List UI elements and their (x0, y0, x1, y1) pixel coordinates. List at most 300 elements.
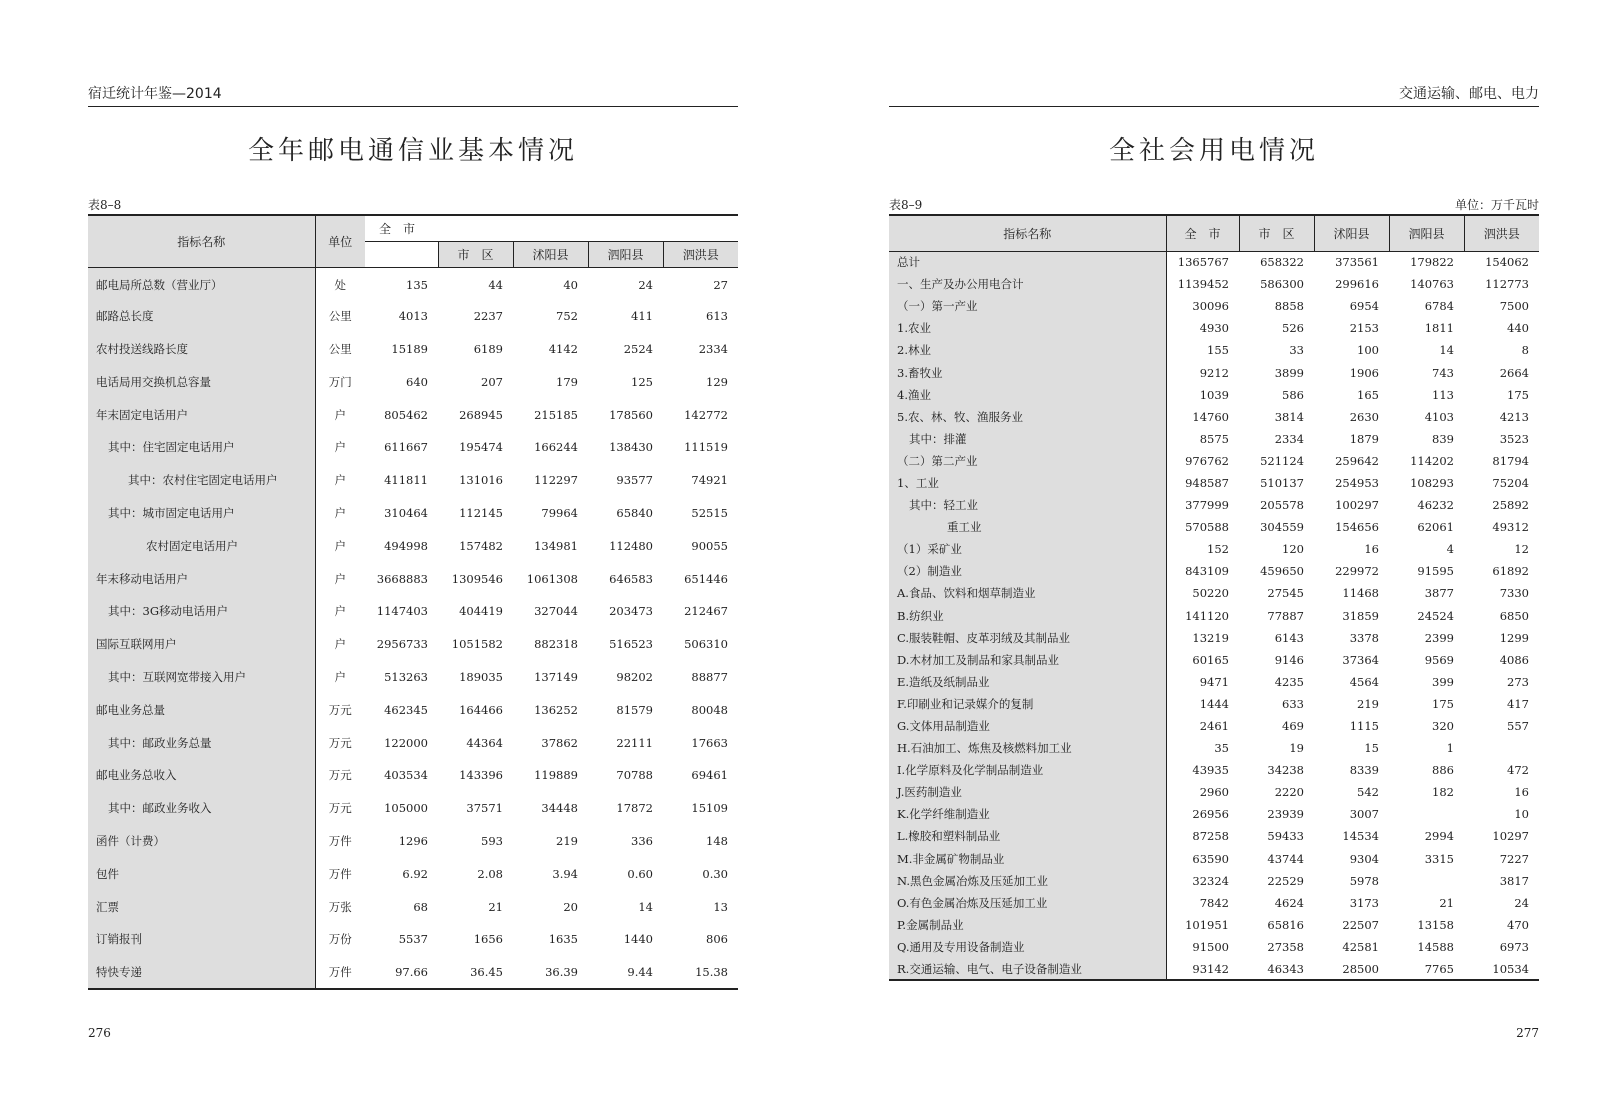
table-row (889, 384, 1539, 406)
header-col: 泗洪县 (1464, 215, 1539, 251)
table-cell: 20 (563, 899, 578, 914)
table-cell: 175 (1507, 387, 1529, 402)
table-cell: 411811 (384, 473, 428, 488)
row-label: （二）第二产业 (889, 450, 1166, 472)
table-cell: 42581 (1342, 939, 1379, 954)
row-unit: 户 (334, 538, 346, 553)
row-label: L.橡胶和塑料制品业 (889, 825, 1166, 847)
running-head: 宿迁统计年鉴—2014 (88, 84, 738, 107)
table-cell: 0.60 (627, 866, 653, 881)
table-cell: 28500 (1342, 961, 1379, 976)
table-cell: 1147403 (376, 604, 428, 619)
row-label: 邮路总长度 (88, 300, 315, 333)
table-cell: 8 (1521, 343, 1529, 358)
table-cell: 1811 (1424, 321, 1454, 336)
row-unit: 户 (334, 571, 346, 586)
table-row (889, 693, 1539, 715)
row-label: 其中：农村住宅固定电话用户 (88, 464, 315, 497)
row-unit: 户 (334, 473, 346, 488)
header-col: 沭阳县 (1314, 215, 1389, 251)
row-unit: 户 (334, 669, 346, 684)
table-cell: 8575 (1199, 431, 1229, 446)
table-body (88, 267, 738, 989)
table-cell: 43744 (1267, 851, 1304, 866)
table-cell: 15189 (391, 341, 428, 356)
table-cell: 49312 (1492, 520, 1529, 535)
table-cell: 3899 (1274, 365, 1304, 380)
table-cell: 43935 (1192, 763, 1229, 778)
table-row (889, 582, 1539, 604)
table-cell: 2237 (473, 309, 503, 324)
table-row (88, 267, 738, 300)
table-cell: 69461 (691, 768, 728, 783)
table-row (88, 661, 738, 694)
row-label: （1）采矿业 (889, 538, 1166, 560)
table-cell: 50220 (1192, 586, 1229, 601)
table-cell: 417 (1507, 696, 1529, 711)
table-cell: 327044 (534, 604, 578, 619)
table-cell: 1906 (1349, 365, 1379, 380)
page-number: 276 (88, 1026, 111, 1040)
table-cell: 5978 (1349, 873, 1379, 888)
row-label: 特快专递 (88, 956, 315, 989)
table-cell: 805462 (384, 407, 428, 422)
table-cell: 2461 (1199, 719, 1229, 734)
table-cell: 6954 (1349, 299, 1379, 314)
table-cell: 212467 (684, 604, 728, 619)
table-cell: 1635 (548, 932, 578, 947)
table-cell: 219 (556, 833, 578, 848)
table-cell: 74921 (691, 473, 728, 488)
table-id: 表8–8 (88, 198, 122, 212)
table-cell: 189035 (459, 669, 503, 684)
row-label: A.食品、饮料和烟草制造业 (889, 582, 1166, 604)
table-cell: 4013 (398, 309, 428, 324)
row-unit: 户 (334, 604, 346, 619)
table-cell: 2.08 (477, 866, 503, 881)
table-cell: 141120 (1185, 608, 1229, 623)
table-cell: 23939 (1267, 807, 1304, 822)
table-row (889, 560, 1539, 582)
row-label: 其中：3G移动电话用户 (88, 595, 315, 628)
table-cell: 100297 (1335, 498, 1379, 513)
table-cell: 404419 (459, 604, 503, 619)
table-cell: 93577 (616, 473, 653, 488)
table-cell: 36.39 (545, 964, 578, 979)
table-cell: 268945 (459, 407, 503, 422)
table-row (88, 333, 738, 366)
table-row (88, 857, 738, 890)
table-cell: 9212 (1199, 365, 1229, 380)
table-cell: 26956 (1192, 807, 1229, 822)
table-cell: 472 (1507, 763, 1529, 778)
table-cell: 2399 (1424, 630, 1454, 645)
table-cell: 46343 (1267, 961, 1304, 976)
row-label: 其中：住宅固定电话用户 (88, 431, 315, 464)
table-cell: 3523 (1499, 431, 1529, 446)
table-cell: 6850 (1499, 608, 1529, 623)
table-cell: 9.44 (627, 964, 653, 979)
table-row (889, 936, 1539, 958)
table-cell: 22529 (1267, 873, 1304, 888)
header-unit: 单位 (315, 215, 365, 267)
table-cell: 155 (1207, 343, 1229, 358)
table-cell: 6973 (1499, 939, 1529, 954)
table-cell: 101951 (1185, 917, 1229, 932)
table-cell: 542 (1357, 785, 1379, 800)
table-cell: 93142 (1192, 961, 1229, 976)
row-label: Q.通用及专用设备制造业 (889, 936, 1166, 958)
table-cell: 87258 (1192, 829, 1229, 844)
table-cell: 44 (488, 278, 503, 293)
table-cell: 35 (1214, 741, 1229, 756)
table-cell: 526 (1282, 321, 1304, 336)
table-cell: 22111 (616, 735, 653, 750)
table-cell: 112773 (1485, 277, 1529, 292)
row-label: 年末固定电话用户 (88, 398, 315, 431)
table-row (889, 870, 1539, 892)
table-row (889, 317, 1539, 339)
table-row (889, 649, 1539, 671)
row-unit: 万件 (328, 964, 352, 979)
row-label: P.金属制品业 (889, 914, 1166, 936)
table-row (889, 450, 1539, 472)
table-cell: 12 (1514, 542, 1529, 557)
table-cell: 207 (481, 374, 503, 389)
table-cell: 13 (713, 899, 728, 914)
row-label: 4.渔业 (889, 384, 1166, 406)
row-unit: 万件 (328, 866, 352, 881)
table-row (889, 273, 1539, 295)
page-title: 全年邮电通信业基本情况 (247, 136, 578, 166)
row-label: 其中：互联网宽带接入用户 (88, 661, 315, 694)
table-cell: 65840 (616, 505, 653, 520)
table-cell: 11468 (1342, 586, 1379, 601)
row-label: 国际互联网用户 (88, 628, 315, 661)
row-label: 总计 (889, 251, 1166, 273)
table-cell: 633 (1282, 696, 1304, 711)
table-cell: 557 (1507, 719, 1529, 734)
table-cell: 843109 (1185, 564, 1229, 579)
table-cell: 77887 (1267, 608, 1304, 623)
table-cell: 4 (1446, 542, 1454, 557)
table-row (88, 431, 738, 464)
table-cell: 14 (1439, 343, 1454, 358)
page-number: 277 (1516, 1026, 1539, 1040)
table-row (88, 562, 738, 595)
table-cell: 114202 (1410, 453, 1454, 468)
table-cell: 137149 (534, 669, 578, 684)
table-cell: 651446 (684, 571, 728, 586)
table-cell: 31859 (1342, 608, 1379, 623)
table-cell: 21 (488, 899, 503, 914)
table-cell: 27545 (1267, 586, 1304, 601)
table-cell: 320 (1432, 719, 1454, 734)
table-cell: 229972 (1335, 564, 1379, 579)
table-cell: 30096 (1192, 299, 1229, 314)
table-cell: 3173 (1349, 895, 1379, 910)
table-cell: 1296 (398, 833, 428, 848)
table-cell: 976762 (1185, 453, 1229, 468)
table-row (889, 803, 1539, 825)
table-cell: 299616 (1335, 277, 1379, 292)
table-row (889, 914, 1539, 936)
table-cell: 2334 (1274, 431, 1304, 446)
table-8-9 (889, 214, 1539, 981)
table-cell: 61892 (1492, 564, 1529, 579)
table-cell: 462345 (384, 702, 428, 717)
table-row (889, 406, 1539, 428)
table-cell: 613 (706, 309, 728, 324)
table-cell: 164466 (459, 702, 503, 717)
header-col: 市 区 (438, 241, 513, 267)
table-cell: 125 (631, 374, 653, 389)
row-label: N.黑色金属冶炼及压延加工业 (889, 870, 1166, 892)
row-unit: 户 (334, 637, 346, 652)
table-cell: 570588 (1185, 520, 1229, 535)
table-cell: 91595 (1417, 564, 1454, 579)
row-label: （2）制造业 (889, 560, 1166, 582)
row-label: D.木材加工及制品和家具制品业 (889, 649, 1166, 671)
table-cell: 1051582 (451, 637, 503, 652)
table-row (889, 848, 1539, 870)
table-row (88, 726, 738, 759)
table-cell: 743 (1432, 365, 1454, 380)
row-unit: 户 (334, 440, 346, 455)
table-cell: 1061308 (526, 571, 578, 586)
row-unit: 户 (334, 407, 346, 422)
table-cell: 37571 (466, 801, 503, 816)
row-label: I.化学原料及化学制品制造业 (889, 759, 1166, 781)
row-label: H.石油加工、炼焦及核燃料加工业 (889, 737, 1166, 759)
table-cell: 9146 (1274, 652, 1304, 667)
row-label: K.化学纤维制造业 (889, 803, 1166, 825)
header-col: 沭阳县 (513, 241, 588, 267)
table-cell: 90055 (691, 538, 728, 553)
row-label: 电话局用交换机总容量 (88, 365, 315, 398)
table-cell: 510137 (1260, 475, 1304, 490)
table-cell: 120 (1282, 542, 1304, 557)
table-cell: 37862 (541, 735, 578, 750)
table-cell: 17872 (616, 801, 653, 816)
table-cell: 506310 (684, 637, 728, 652)
table-row (88, 464, 738, 497)
table-cell: 17663 (691, 735, 728, 750)
table-cell: 3668883 (376, 571, 428, 586)
table-row (889, 715, 1539, 737)
table-cell: 254953 (1335, 475, 1379, 490)
row-unit: 万门 (328, 374, 352, 389)
table-row (889, 428, 1539, 450)
table-cell: 373561 (1335, 255, 1379, 270)
table-cell: 10 (1514, 807, 1529, 822)
table-cell: 1299 (1499, 630, 1529, 645)
row-label: G.文体用品制造业 (889, 715, 1166, 737)
table-cell: 111519 (684, 440, 728, 455)
table-cell: 3007 (1349, 807, 1379, 822)
table-cell: 4930 (1199, 321, 1229, 336)
row-label: R.交通运输、电气、电子设备制造业 (889, 958, 1166, 980)
table-cell: 81794 (1492, 453, 1529, 468)
table-cell: 3814 (1274, 409, 1304, 424)
table-cell: 14534 (1342, 829, 1379, 844)
row-label: 农村固定电话用户 (88, 529, 315, 562)
header-col: 泗阳县 (588, 241, 663, 267)
table-row (88, 529, 738, 562)
table-row (88, 497, 738, 530)
table-cell: 459650 (1260, 564, 1304, 579)
header-name: 指标名称 (88, 215, 315, 267)
table-cell: 516523 (609, 637, 653, 652)
table-cell: 1309546 (451, 571, 503, 586)
table-row (88, 693, 738, 726)
table-cell: 1115 (1349, 719, 1379, 734)
header-col: 全 市 (1166, 215, 1239, 251)
table-cell: 6189 (473, 341, 503, 356)
row-label: 1.农业 (889, 317, 1166, 339)
table-cell: 10297 (1492, 829, 1529, 844)
table-cell: 6143 (1274, 630, 1304, 645)
table-cell: 3.94 (552, 866, 578, 881)
table-cell: 4624 (1274, 895, 1304, 910)
row-label: J.医药制造业 (889, 781, 1166, 803)
table-cell: 2524 (623, 341, 653, 356)
table-cell: 22507 (1342, 917, 1379, 932)
table-row (889, 339, 1539, 361)
table-cell: 948587 (1185, 475, 1229, 490)
table-cell: 13158 (1417, 917, 1454, 932)
table-cell: 166244 (534, 440, 578, 455)
table-cell: 108293 (1410, 475, 1454, 490)
table-cell: 203473 (609, 604, 653, 619)
table-cell: 2153 (1349, 321, 1379, 336)
table-cell: 52515 (691, 505, 728, 520)
table-cell: 15 (1364, 741, 1379, 756)
table-cell: 9569 (1424, 652, 1454, 667)
table-cell: 138430 (609, 440, 653, 455)
table-row (88, 398, 738, 431)
row-label: 1、工业 (889, 472, 1166, 494)
row-unit: 公里 (328, 341, 352, 356)
table-cell: 2630 (1349, 409, 1379, 424)
table-cell: 80048 (691, 702, 728, 717)
table-cell: 273 (1507, 674, 1529, 689)
row-label: 邮电业务总量 (88, 693, 315, 726)
table-cell: 165 (1357, 387, 1379, 402)
table-cell: 27358 (1267, 939, 1304, 954)
table-cell: 1879 (1349, 431, 1379, 446)
table-cell: 752 (556, 309, 578, 324)
table-body (889, 251, 1539, 980)
row-label: 包件 (88, 857, 315, 890)
table-cell: 882318 (534, 637, 578, 652)
table-cell: 7500 (1499, 299, 1529, 314)
table-cell: 44364 (466, 735, 503, 750)
table-cell: 100 (1357, 343, 1379, 358)
table-cell: 148 (706, 833, 728, 848)
table-cell: 1039 (1199, 387, 1229, 402)
table-row (88, 365, 738, 398)
table-cell: 521124 (1260, 453, 1304, 468)
header-total: 全 市 (365, 215, 738, 241)
table-cell: 98202 (616, 669, 653, 684)
table-row (889, 627, 1539, 649)
table-row (889, 671, 1539, 693)
row-label: 2.林业 (889, 339, 1166, 361)
table-cell: 140763 (1410, 277, 1454, 292)
table-8-8 (88, 214, 738, 990)
table-cell: 33 (1289, 343, 1304, 358)
table-cell: 135 (406, 278, 428, 293)
table-cell: 15109 (691, 801, 728, 816)
table-cell: 60165 (1192, 652, 1229, 667)
table-id: 表8–9 (889, 198, 923, 212)
table-cell: 32324 (1192, 873, 1229, 888)
table-cell: 1 (1446, 741, 1454, 756)
table-cell: 119889 (534, 768, 578, 783)
row-label: F.印刷业和记录媒介的复制 (889, 693, 1166, 715)
row-label: E.造纸及纸制品业 (889, 671, 1166, 693)
row-unit: 公里 (328, 309, 352, 324)
row-unit: 万元 (328, 702, 352, 717)
table-cell: 25892 (1492, 498, 1529, 513)
header-col: 泗洪县 (663, 241, 738, 267)
table-cell: 219 (1357, 696, 1379, 711)
table-cell: 154656 (1335, 520, 1379, 535)
row-label: 一、生产及办公用电合计 (889, 273, 1166, 295)
table-cell: 37364 (1342, 652, 1379, 667)
row-label: 其中：城市固定电话用户 (88, 497, 315, 530)
table-cell: 640 (406, 374, 428, 389)
table-cell: 157482 (459, 538, 503, 553)
row-unit: 户 (334, 505, 346, 520)
table-cell: 16 (1514, 785, 1529, 800)
table-row (889, 892, 1539, 914)
page-title: 全社会用电情况 (1108, 136, 1319, 166)
row-label: M.非金属矿物制品业 (889, 848, 1166, 870)
table-cell: 134981 (534, 538, 578, 553)
table-row (88, 300, 738, 333)
table-cell: 494998 (384, 538, 428, 553)
table-cell: 205578 (1260, 498, 1304, 513)
table-cell: 7765 (1424, 961, 1454, 976)
row-label: 重工业 (889, 516, 1166, 538)
table-cell: 179 (556, 374, 578, 389)
table-cell: 19 (1289, 741, 1304, 756)
table-cell: 4235 (1274, 674, 1304, 689)
table-cell: 34448 (541, 801, 578, 816)
table-cell: 24 (638, 278, 653, 293)
table-row (889, 825, 1539, 847)
table-cell: 63590 (1192, 851, 1229, 866)
table-cell: 14588 (1417, 939, 1454, 954)
table-cell: 1444 (1199, 696, 1229, 711)
table-cell: 8339 (1349, 763, 1379, 778)
table-cell: 336 (631, 833, 653, 848)
table-cell: 182 (1432, 785, 1454, 800)
table-cell: 611667 (384, 440, 428, 455)
table-cell: 136252 (534, 702, 578, 717)
table-cell: 88877 (691, 669, 728, 684)
table-cell: 21 (1439, 895, 1454, 910)
table-cell: 310464 (384, 505, 428, 520)
table-cell: 4103 (1424, 409, 1454, 424)
table-cell: 75204 (1492, 475, 1529, 490)
table-cell: 440 (1507, 321, 1529, 336)
table-cell: 646583 (609, 571, 653, 586)
row-label: （一）第一产业 (889, 295, 1166, 317)
row-label: 其中：排灌 (889, 428, 1166, 450)
